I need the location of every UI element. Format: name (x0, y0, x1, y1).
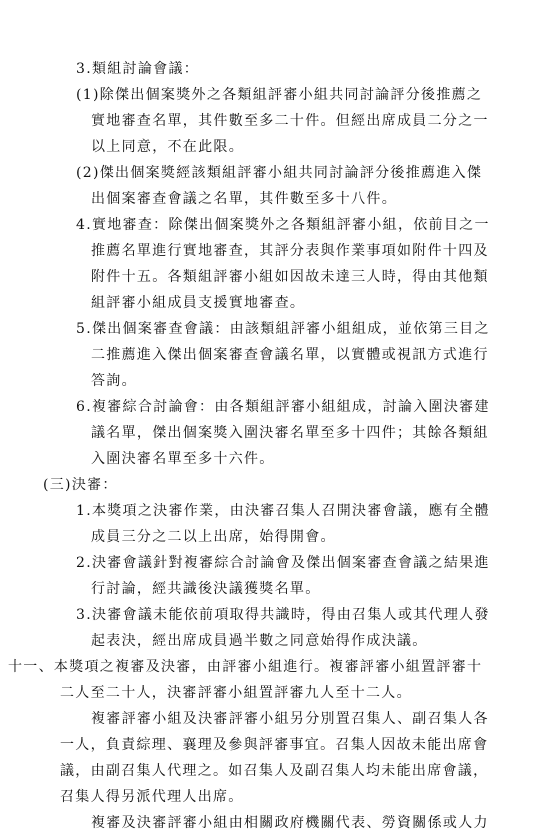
text-line: 入圍決審名單至多十六件。 (91, 451, 275, 467)
text-line: 實地審查名單，其件數至多二十件。但經出席成員二分之一 (91, 113, 489, 129)
text-line: 6.複審綜合討論會：由各類組評審小組組成，討論入圍決審建 (76, 399, 490, 415)
text-line: 答詢。 (91, 373, 137, 389)
text-line: 3.決審會議未能依前項取得共識時，得由召集人或其代理人發 (76, 607, 490, 623)
text-line: 成員三分之二以上出席，始得開會。 (91, 529, 336, 545)
text-line: 出個案審查會議之名單，其件數至多十八件。 (91, 191, 397, 207)
text-line: 二推薦進入傑出個案審查會議名單，以實體或視訊方式進行 (91, 347, 489, 363)
text-line: 3.類組討論會議： (76, 61, 200, 77)
paragraph-start: 複審及決審評審小組由相關政府機關代表、勞資關係或人力 (91, 815, 489, 831)
text-line: 推薦名單進行實地審查，其評分表與作業事項如附件十四及 (91, 243, 489, 259)
text-line: 1.本獎項之決審作業，由決審召集人召開決審會議，應有全體 (76, 503, 490, 519)
text-line: 起表決，經出席成員過半數之同意始得作成決議。 (91, 633, 428, 649)
text-line: 行討論，經共識後決議獲獎名單。 (91, 581, 321, 597)
text-line: 議名單，傑出個案獎入圍決審名單至多十四件；其餘各類組 (91, 425, 489, 441)
text-line: 二人至二十人，決審評審小組置評審九人至十二人。 (60, 685, 412, 701)
paragraph-start: 複審評審小組及決審評審小組另分別置召集人、副召集人各 (91, 711, 489, 727)
text-line: (1)除傑出個案獎外之各類組評審小組共同討論評分後推薦之 (76, 87, 483, 103)
text-line: 議，由副召集人代理之。如召集人及副召集人均未能出席會議， (60, 763, 489, 779)
text-line: 4.實地審查：除傑出個案獎外之各類組評審小組，依前目之一 (76, 217, 490, 233)
text-line: 一人，負責綜理、襄理及參與評審事宜。召集人因故未能出席會 (60, 737, 489, 753)
text-line: 以上同意，不在此限。 (91, 139, 244, 155)
text-line: 5.傑出個案審查會議：由該類組評審小組組成，並依第三目之 (76, 321, 490, 337)
text-line: (2)傑出個案獎經該類組評審小組共同討論評分後推薦進入傑 (76, 165, 483, 181)
text-line: 組評審小組成員支援實地審查。 (91, 295, 306, 311)
text-line: 附件十五。各類組評審小組如因故未達三人時，得由其他類 (91, 269, 489, 285)
article-heading: 十一、本獎項之複審及決審，由評審小組進行。複審評審小組置評審十 (8, 659, 483, 675)
section-heading: (三)決審： (43, 477, 118, 493)
text-line: 召集人得另派代理人出席。 (60, 789, 244, 805)
text-line: 2.決審會議針對複審綜合討論會及傑出個案審查會議之結果進 (76, 555, 490, 571)
